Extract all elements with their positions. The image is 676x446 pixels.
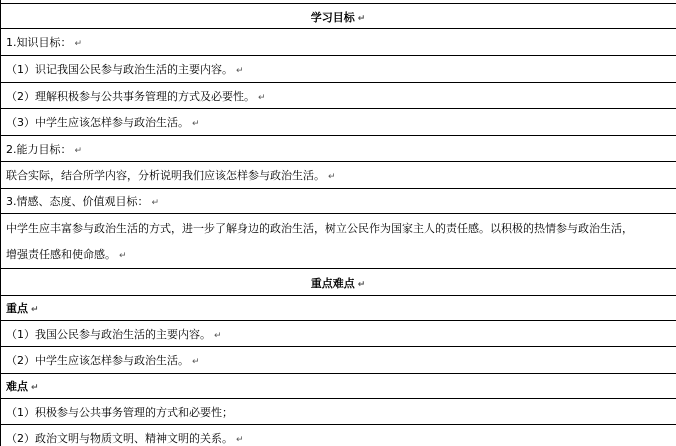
key-item-row (0, 320, 676, 346)
difficult-item: （2）政治文明与物质文明、精神文明的关系。 ↵ (6, 432, 244, 445)
keypoints-header: 重点难点 ↵ (310, 277, 366, 290)
ability-text-row (0, 161, 676, 188)
objectives-header-row (0, 3, 676, 28)
knowledge-item: （1）识记我国公民参与政治生活的主要内容。 ↵ (6, 63, 244, 76)
difficult-item-row (0, 398, 676, 424)
keypoints-header-row (0, 268, 676, 295)
key-title: 重点 ↵ (6, 302, 39, 315)
emotion-text-line: 中学生应丰富参与政治生活的方式，进一步了解身边的政治生活，树立公民作为国家主人的责任感。以积极的热情参与政治生活， (6, 222, 633, 235)
difficult-item-row (0, 424, 676, 446)
knowledge-title: 1.知识目标： ↵ (6, 36, 83, 49)
ability-title-row (0, 135, 676, 161)
key-item: （2）中学生应该怎样参与政治生活。 ↵ (6, 354, 200, 367)
knowledge-item-row (0, 108, 676, 135)
key-item-row (0, 346, 676, 373)
ability-text: 联合实际，结合所学内容，分析说明我们应该怎样参与政治生活。 ↵ (6, 169, 336, 182)
knowledge-item-row (0, 55, 676, 82)
difficult-title-row (0, 373, 676, 398)
key-title-row (0, 295, 676, 320)
emotion-text-line: 增强责任感和使命感。 ↵ (6, 248, 127, 261)
objectives-header: 学习目标 ↵ (310, 11, 366, 24)
knowledge-item-row (0, 82, 676, 108)
knowledge-item: （3）中学生应该怎样参与政治生活。 ↵ (6, 116, 200, 129)
emotion-title: 3.情感、态度、价值观目标： ↵ (6, 195, 160, 208)
ability-title: 2.能力目标： ↵ (6, 143, 83, 156)
key-item: （1）我国公民参与政治生活的主要内容。 ↵ (6, 328, 222, 341)
difficult-title: 难点 ↵ (6, 380, 39, 393)
emotion-title-row (0, 188, 676, 213)
knowledge-item: （2）理解积极参与公共事务管理的方式及必要性。 ↵ (6, 90, 266, 103)
difficult-item: （1）积极参与公共事务管理的方式和必要性； (6, 406, 233, 419)
knowledge-title-row (0, 28, 676, 55)
emotion-text-row (0, 213, 676, 268)
